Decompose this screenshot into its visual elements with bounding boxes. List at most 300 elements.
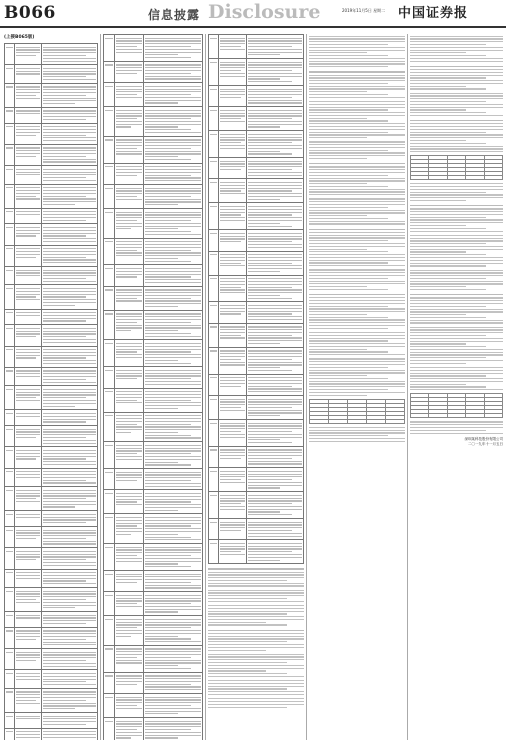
fund-detail-cell: [42, 670, 98, 689]
text-line: [145, 193, 201, 194]
text-line: [16, 734, 40, 735]
text-line: [410, 192, 486, 193]
text-line: [248, 500, 302, 501]
text-line: [145, 732, 201, 733]
fund-detail-cell: [42, 309, 98, 325]
text-line: [248, 73, 302, 74]
text-line: [410, 72, 503, 73]
row-index-cell: [5, 44, 15, 65]
table-row: [5, 688, 98, 712]
text-line: [116, 429, 142, 430]
text-line: [43, 135, 86, 136]
text-line: [145, 226, 201, 227]
text-line: [43, 607, 75, 608]
text-line: [309, 201, 405, 202]
text-line: [248, 241, 292, 242]
row-index-cell: [209, 395, 219, 419]
table-row: [5, 224, 98, 245]
text-line: [248, 474, 302, 475]
text-line: [16, 703, 40, 704]
text-line: [16, 71, 40, 72]
text-line: [220, 428, 245, 429]
text-line: [16, 357, 36, 358]
text-line: [6, 110, 13, 111]
fund-name-cell: [114, 592, 143, 616]
text-line: [116, 175, 137, 176]
text-line: [248, 209, 302, 210]
text-line: [43, 302, 96, 303]
text-line: [248, 476, 302, 477]
text-line: [208, 654, 304, 655]
text-line: [145, 415, 201, 416]
text-line: [248, 479, 292, 480]
text-line: [116, 708, 142, 709]
text-line: [16, 196, 36, 197]
text-line: [145, 654, 201, 655]
table-row: [5, 184, 98, 208]
text-line: [248, 188, 302, 189]
text-line: [248, 305, 302, 306]
text-line: [16, 660, 36, 661]
fund-detail-cell: [143, 238, 202, 265]
text-line: [208, 585, 304, 586]
text-line: [16, 352, 40, 353]
text-line: [248, 543, 302, 544]
row-index-cell: [209, 302, 219, 323]
fund-name-cell: [114, 286, 143, 310]
text-line: [145, 373, 201, 374]
text-line: [145, 558, 201, 559]
text-line: [248, 471, 302, 472]
text-line: [220, 115, 245, 116]
text-line: [410, 194, 503, 195]
paragraph: [309, 269, 405, 290]
text-line: [248, 380, 302, 381]
text-line: [309, 132, 388, 133]
text-line: [116, 735, 142, 736]
row-index-cell: [104, 570, 115, 591]
fund-name-cell: [15, 410, 42, 426]
paragraph: [309, 166, 405, 195]
text-line: [145, 445, 201, 446]
text-line: [309, 346, 405, 347]
text-line: [105, 313, 113, 314]
text-line: [309, 123, 405, 124]
text-line: [410, 430, 486, 431]
text-line: [43, 235, 86, 236]
text-line: [248, 175, 302, 176]
table-row: [5, 569, 98, 588]
table-row: [5, 670, 98, 689]
text-line: [116, 70, 142, 71]
text-line: [309, 163, 405, 164]
text-line: [43, 580, 86, 581]
text-line: [145, 64, 201, 65]
text-line: [410, 363, 466, 364]
text-line: [6, 211, 13, 212]
text-line: [309, 152, 405, 153]
text-line: [145, 504, 201, 505]
text-line: [410, 272, 503, 273]
text-line: [309, 94, 388, 95]
text-line: [248, 343, 280, 344]
text-line: [220, 329, 245, 330]
row-index-cell: [104, 412, 115, 442]
text-line: [220, 437, 245, 438]
text-line: [410, 126, 503, 127]
fund-detail-cell: [42, 526, 98, 547]
fund-name-cell: [15, 166, 42, 185]
text-line: [145, 630, 201, 631]
table-row: [411, 176, 503, 180]
text-line: [6, 691, 13, 692]
text-line: [16, 394, 40, 395]
text-line: [116, 241, 142, 242]
text-line: [309, 141, 405, 142]
text-line: [210, 182, 217, 183]
row-index-cell: [209, 519, 219, 540]
table-row: [5, 208, 98, 224]
text-line: [43, 150, 96, 151]
text-line: [309, 120, 388, 121]
text-line: [309, 361, 405, 362]
text-line: [116, 432, 131, 433]
text-line: [248, 337, 302, 338]
text-line: [43, 642, 96, 643]
fund-detail-cell: [246, 35, 303, 59]
text-line: [410, 289, 486, 290]
table-row: [5, 468, 98, 487]
text-line: [105, 212, 113, 213]
text-line: [43, 700, 86, 701]
text-line: [116, 453, 137, 454]
row-index-cell: [104, 469, 115, 490]
paragraph: [410, 69, 503, 90]
text-line: [145, 611, 179, 612]
text-line: [6, 68, 13, 69]
fund-name-cell: [15, 670, 42, 689]
text-line: [116, 126, 131, 127]
text-line: [116, 118, 137, 119]
text-line: [116, 330, 131, 331]
table-row: [209, 374, 304, 395]
text-line: [43, 132, 96, 133]
text-line: [116, 250, 137, 251]
text-line: [248, 367, 280, 368]
text-line: [116, 97, 142, 98]
text-line: [145, 595, 201, 596]
fund-name-cell: [219, 446, 247, 467]
text-line: [105, 289, 113, 290]
fund-detail-cell: [42, 325, 98, 346]
text-line: [145, 723, 201, 724]
text-line: [220, 139, 245, 140]
text-line: [43, 275, 96, 276]
text-line: [220, 337, 245, 338]
text-line: [145, 113, 201, 114]
text-line: [309, 392, 405, 393]
fund-name-cell: [15, 367, 42, 386]
text-line: [116, 298, 137, 299]
text-line: [410, 189, 503, 190]
table-row: [209, 158, 304, 179]
text-line: [6, 248, 13, 249]
text-line: [43, 681, 86, 682]
row-index-cell: [5, 712, 15, 728]
text-line: [145, 587, 201, 588]
text-line: [410, 260, 503, 261]
text-line: [145, 394, 201, 395]
row-index-cell: [104, 107, 115, 137]
text-line: [248, 350, 302, 351]
text-line: [43, 233, 96, 234]
text-line: [145, 289, 201, 290]
text-line: [16, 498, 36, 499]
text-line: [410, 386, 486, 387]
text-line: [248, 238, 302, 239]
text-line: [116, 397, 142, 398]
text-line: [410, 257, 503, 258]
text-line: [145, 255, 201, 256]
text-line: [220, 455, 245, 456]
fund-name-cell: [114, 514, 143, 544]
text-line: [145, 496, 201, 497]
text-line: [116, 190, 142, 191]
text-line: [410, 98, 503, 99]
signature-block: [410, 437, 503, 447]
text-line: [116, 391, 142, 392]
text-line: [220, 479, 240, 480]
text-line: [43, 554, 96, 555]
text-line: [145, 619, 201, 620]
text-line: [248, 49, 302, 50]
text-line: [220, 423, 245, 424]
text-line: [116, 91, 142, 92]
signature-date: 二〇一九年十一月五日: [468, 441, 503, 446]
text-line: [208, 572, 304, 573]
column-divider: [100, 34, 101, 740]
text-line: [116, 574, 142, 575]
text-line: [145, 381, 201, 382]
subheading: [410, 294, 503, 295]
text-line: [410, 86, 466, 87]
text-line: [145, 327, 201, 328]
row-index-cell: [5, 144, 15, 165]
text-line: [116, 289, 142, 290]
table-cell: [348, 419, 367, 423]
text-line: [410, 50, 503, 51]
fund-name-cell: [114, 412, 143, 442]
text-line: [43, 71, 96, 72]
row-index-cell: [5, 266, 15, 285]
text-line: [410, 421, 503, 422]
text-line: [220, 110, 245, 111]
text-line: [220, 161, 245, 162]
text-line: [410, 112, 486, 113]
fund-detail-cell: [143, 412, 202, 442]
text-line: [145, 689, 201, 690]
text-line: [309, 272, 405, 273]
text-line: [16, 654, 40, 655]
text-line: [145, 121, 201, 122]
text-line: [309, 215, 367, 216]
text-line: [208, 568, 304, 569]
text-line: [220, 548, 245, 549]
text-line: [309, 240, 388, 241]
text-line: [116, 723, 142, 724]
text-line: [309, 189, 405, 190]
text-line: [145, 363, 191, 364]
fund-name-cell: [114, 544, 143, 571]
text-line: [16, 153, 40, 154]
text-line: [248, 110, 302, 111]
text-line: [16, 535, 40, 536]
text-line: [116, 166, 142, 167]
table-row: [104, 83, 203, 107]
text-line: [145, 699, 201, 700]
fund-detail-cell: [143, 490, 202, 514]
fund-detail-cell: [246, 230, 303, 251]
fund-detail-cell: [143, 35, 202, 62]
text-line: [410, 238, 503, 239]
text-line: [210, 471, 217, 472]
text-line: [220, 121, 245, 122]
text-line: [248, 137, 302, 138]
text-line: [410, 349, 503, 350]
text-line: [248, 91, 302, 92]
text-line: [248, 533, 302, 534]
text-line: [16, 98, 40, 99]
text-line: [6, 731, 13, 732]
text-line: [105, 343, 113, 344]
text-line: [116, 343, 142, 344]
text-line: [208, 647, 304, 648]
text-line: [210, 449, 217, 450]
text-line: [248, 316, 302, 317]
fund-name-cell: [114, 694, 143, 718]
text-line: [43, 639, 86, 640]
text-line: [116, 255, 142, 256]
body-text-block: [208, 568, 304, 707]
text-line: [309, 126, 405, 127]
text-line: [16, 633, 40, 634]
text-line: [16, 49, 40, 50]
text-line: [145, 52, 201, 53]
paragraph: [410, 327, 503, 364]
text-line: [116, 501, 137, 502]
text-line: [116, 110, 142, 111]
text-line: [43, 495, 96, 496]
paragraph: [309, 36, 405, 68]
text-line: [248, 319, 302, 320]
table-row: [411, 414, 503, 418]
text-line: [43, 291, 96, 292]
text-line: [309, 262, 388, 263]
text-line: [248, 495, 302, 496]
text-line: [145, 737, 179, 738]
text-line: [145, 180, 201, 181]
text-line: [309, 36, 405, 37]
text-line: [248, 265, 302, 266]
text-line: [116, 448, 142, 449]
text-line: [309, 55, 388, 56]
text-line: [220, 278, 245, 279]
text-line: [145, 115, 201, 116]
table-row: [104, 340, 203, 367]
fund-detail-cell: [246, 420, 303, 447]
text-line: [116, 349, 142, 350]
fund-name-cell: [114, 136, 143, 163]
text-line: [410, 309, 503, 310]
text-line: [220, 527, 245, 528]
text-line: [210, 233, 217, 234]
text-line: [16, 437, 36, 438]
text-line: [309, 435, 388, 436]
text-line: [208, 644, 304, 645]
subheading: [410, 205, 503, 206]
text-line: [145, 330, 179, 331]
text-line: [248, 67, 302, 68]
text-line: [116, 561, 142, 562]
row-index-cell: [209, 230, 219, 251]
text-line: [16, 474, 40, 475]
text-line: [248, 206, 302, 207]
fund-detail-cell: [246, 59, 303, 86]
text-line: [43, 58, 96, 59]
text-line: [248, 139, 302, 140]
text-line: [6, 47, 13, 48]
text-line: [309, 75, 405, 76]
text-line: [220, 474, 245, 475]
text-line: [410, 231, 503, 232]
text-line: [220, 326, 245, 327]
text-line: [43, 305, 75, 306]
text-line: [145, 300, 201, 301]
row-index-cell: [5, 728, 15, 740]
table-row: [209, 540, 304, 564]
fund-name-cell: [15, 426, 42, 447]
text-line: [248, 485, 302, 486]
text-line: [43, 519, 96, 520]
text-line: [309, 311, 405, 312]
text-line: [248, 449, 302, 450]
fund-detail-cell: [246, 468, 303, 492]
text-line: [145, 295, 201, 296]
text-line: [309, 395, 367, 396]
text-line: [220, 220, 245, 221]
text-line: [220, 380, 245, 381]
text-line: [410, 88, 486, 89]
text-line: [410, 251, 466, 252]
text-line: [309, 389, 388, 390]
row-index-cell: [104, 672, 115, 693]
text-line: [220, 449, 245, 450]
row-index-cell: [209, 540, 219, 564]
text-line: [410, 93, 503, 94]
row-index-cell: [5, 184, 15, 208]
text-line: [410, 263, 503, 264]
text-line: [43, 220, 86, 221]
fund-name-cell: [15, 526, 42, 547]
text-line: [116, 603, 137, 604]
text-line: [145, 552, 201, 553]
row-index-cell: [209, 85, 219, 106]
row-index-cell: [5, 588, 15, 612]
text-line: [116, 633, 142, 634]
text-line: [145, 89, 201, 90]
text-line: [145, 268, 201, 269]
text-line: [309, 221, 405, 222]
